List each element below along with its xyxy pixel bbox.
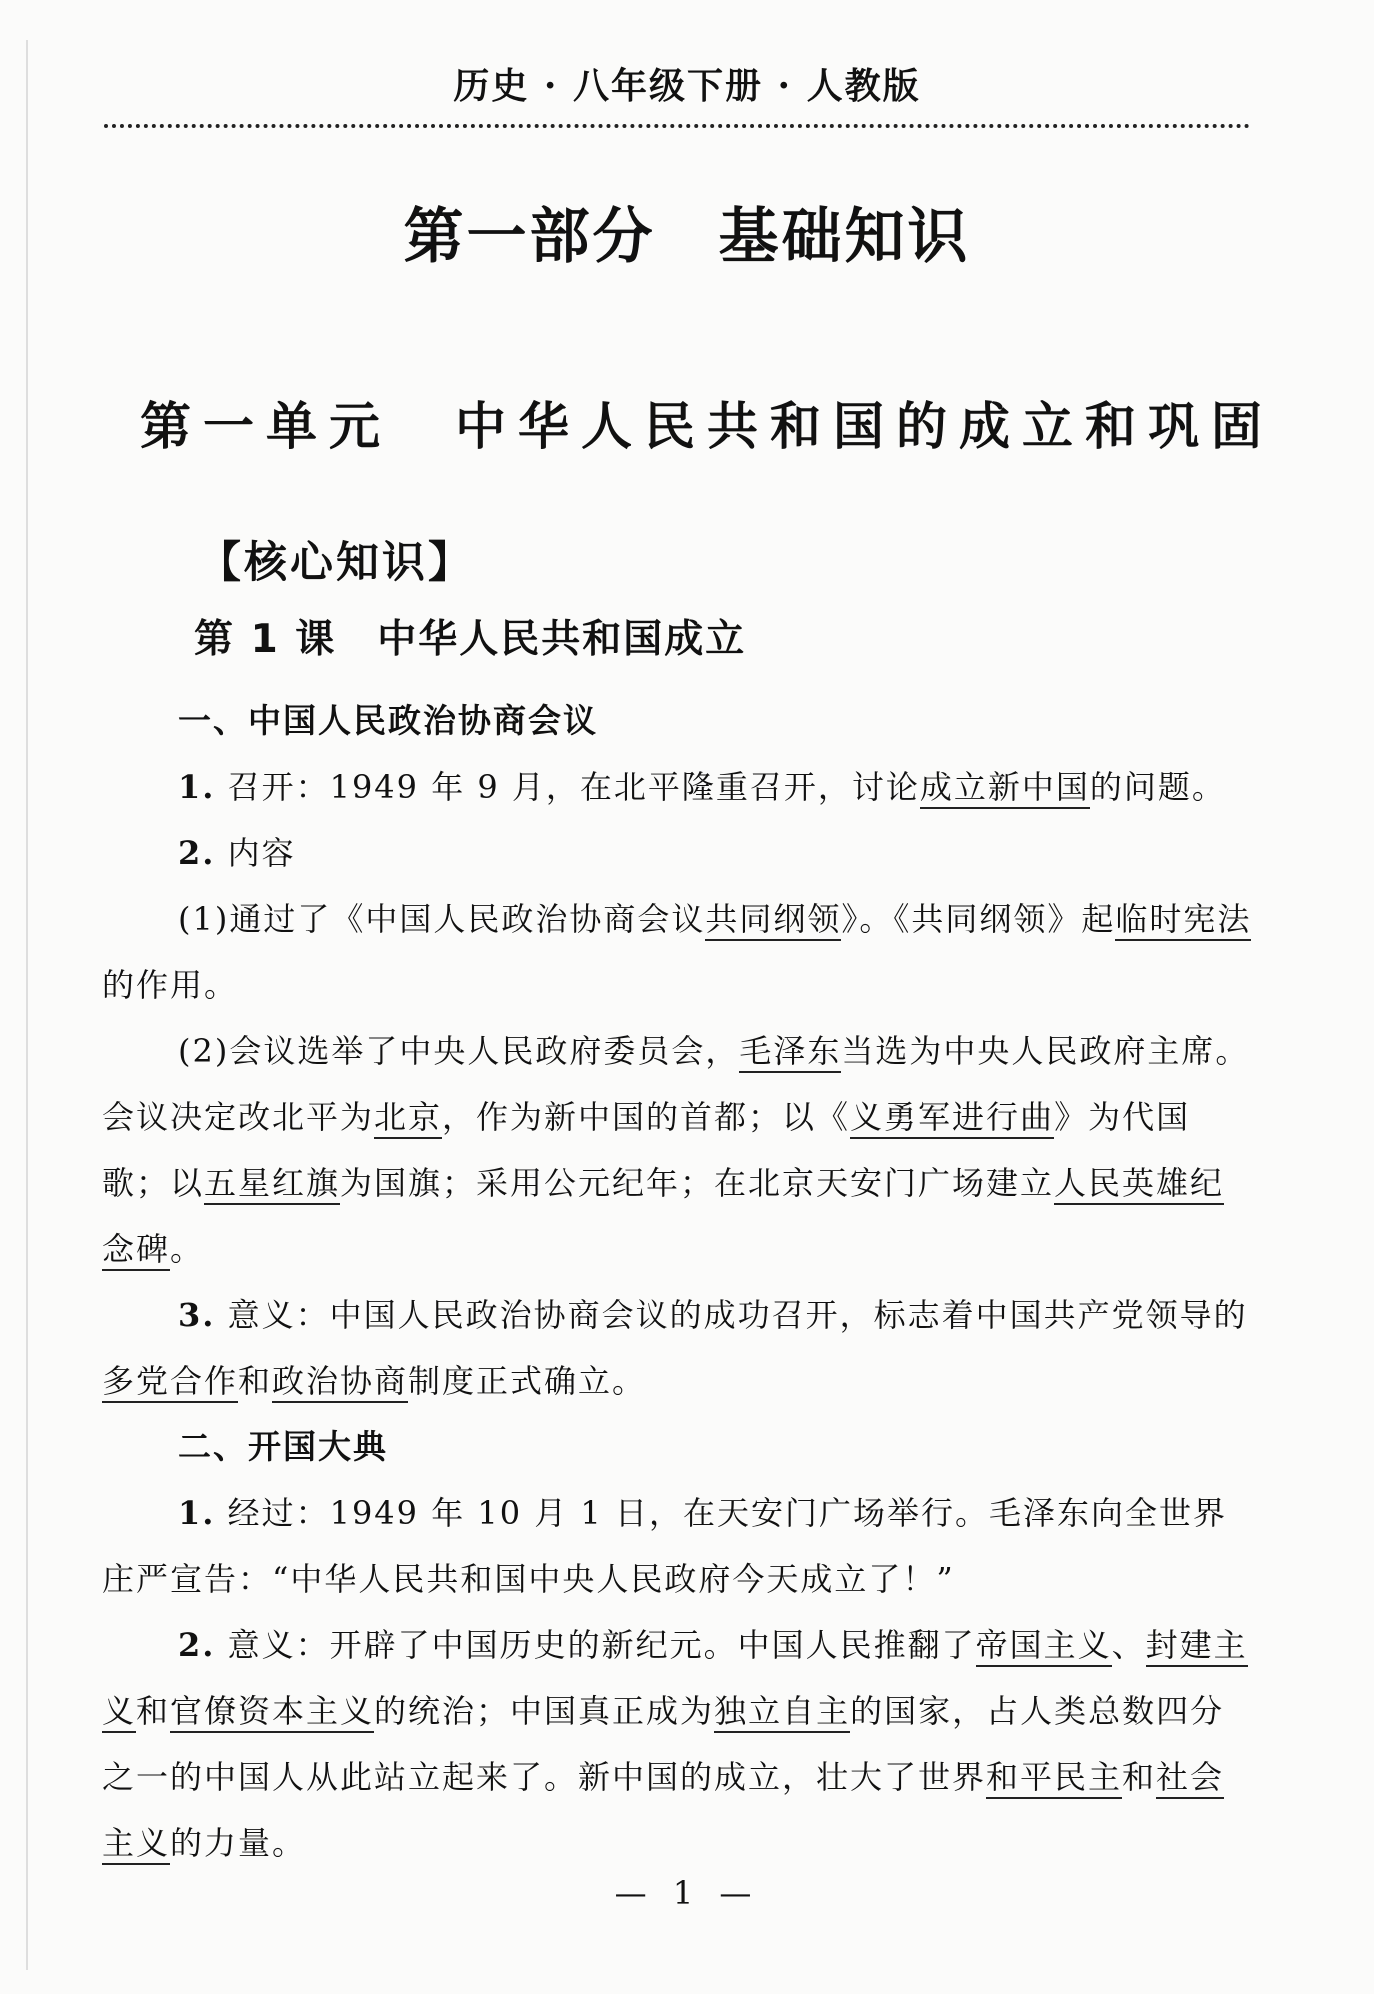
header-dotted-rule: [104, 124, 1250, 128]
item-number: 3.: [178, 1296, 216, 1334]
underlined-keyword: 官僚资本主义: [170, 1692, 374, 1733]
lesson-title: 第 1 课 中华人民共和国成立: [194, 617, 747, 662]
section-heading-founding-ceremony: 二、开国大典: [178, 1427, 388, 1466]
item-number: 2.: [178, 1626, 216, 1664]
paragraph-text: 的作用。: [102, 966, 239, 1004]
paragraph-text: 为国旗；采用公元纪年；在北京天安门广场建立: [340, 1164, 1055, 1202]
paragraph-common-program: [102, 886, 1252, 1018]
underlined-keyword: 政治协商: [272, 1362, 408, 1403]
paragraph-text: 的问题。: [1089, 768, 1226, 806]
paragraph-text: 的力量。: [170, 1824, 307, 1862]
underlined-keyword: 和平民主: [986, 1758, 1122, 1799]
underlined-keyword: 社会主义: [102, 1758, 1224, 1865]
unit-title: 第一单元 中华人民共和国的成立和巩固: [140, 397, 1275, 457]
underlined-keyword: 多党合作: [102, 1362, 238, 1403]
paragraph-text: 意义：开辟了中国历史的新纪元。中国人民推翻了: [215, 1626, 976, 1664]
core-knowledge-heading: 【核心知识】: [198, 538, 474, 588]
paragraph-text: 内容: [215, 834, 296, 872]
paragraph-text: ，作为新中国的首都；以《: [442, 1098, 851, 1136]
underlined-keyword: 毛泽东: [739, 1032, 841, 1073]
underlined-keyword: 帝国主义: [976, 1626, 1112, 1667]
paragraph-text: 的国家，占人类总数四分之一的中国人从此站立起来了。新中国的成立，壮大了世界: [102, 1692, 1225, 1796]
paragraph-text: 、: [1111, 1626, 1146, 1664]
item-number: 1.: [178, 1494, 216, 1532]
underlined-keyword: 封建主义: [102, 1626, 1248, 1733]
paragraph-text: 》。《共同纲领》起: [841, 900, 1116, 938]
paragraph-text: 的统治；中国真正成为: [374, 1692, 715, 1730]
page-number: — 1 —: [614, 1874, 760, 1912]
paragraph-text: 和: [238, 1362, 273, 1400]
paragraph-cppcc-content-heading: [102, 820, 1252, 886]
underlined-keyword: 五星红旗: [204, 1164, 340, 1205]
section-heading-cppcc: 一、中国人民政治协商会议: [178, 701, 598, 740]
paragraph-text: 制度正式确立。: [408, 1362, 647, 1400]
paragraph-cppcc-significance: [102, 1282, 1252, 1414]
lesson-body: [102, 688, 1252, 1876]
paragraph-ceremony-significance: [102, 1612, 1252, 1876]
item-number: 1.: [178, 768, 216, 806]
paragraph-text: 和: [1122, 1758, 1157, 1796]
underlined-keyword: 义勇军进行曲: [850, 1098, 1054, 1139]
item-number: 2.: [178, 834, 216, 872]
paragraph-text: 》为代国歌；以: [102, 1098, 1191, 1202]
part-title: 第一部分 基础知识: [403, 202, 971, 272]
paragraph-text: (1)通过了《中国人民政治协商会议: [178, 900, 706, 938]
page-edge-shadow: [26, 40, 28, 1970]
paragraph-text: 当选为中央人民政府主席。会议决定改北平为: [102, 1032, 1250, 1136]
paragraph-text: 。: [170, 1230, 205, 1268]
paragraph-text: 意义：中国人民政治协商会议的成功召开，标志着中国共产党领导的: [215, 1296, 1248, 1334]
paragraph-text: 召开：1949 年 9 月，在北平隆重召开，讨论: [215, 768, 920, 806]
paragraph-cppcc-convening: [102, 754, 1252, 820]
paragraph-text: 和: [136, 1692, 171, 1730]
underlined-keyword: 共同纲领: [705, 900, 841, 941]
underlined-keyword: 成立新中国: [920, 768, 1090, 809]
underlined-keyword: 独立自主: [714, 1692, 850, 1733]
paragraph-ceremony-process: [102, 1480, 1252, 1612]
underlined-keyword: 北京: [374, 1098, 442, 1139]
running-head: 历史 · 八年级下册 · 人教版: [453, 65, 921, 107]
underlined-keyword: 人民英雄纪念碑: [102, 1164, 1224, 1271]
underlined-keyword: 临时宪法: [1115, 900, 1251, 941]
paragraph-text: 经过：1949 年 10 月 1 日，在天安门广场举行。毛泽东向全世界庄严宣告：“中华人民共和国中央人民政府今天成立了！”: [102, 1494, 1227, 1598]
paragraph-text: (2)会议选举了中央人民政府委员会，: [178, 1032, 740, 1070]
paragraph-government-and-symbols: [102, 1018, 1252, 1282]
